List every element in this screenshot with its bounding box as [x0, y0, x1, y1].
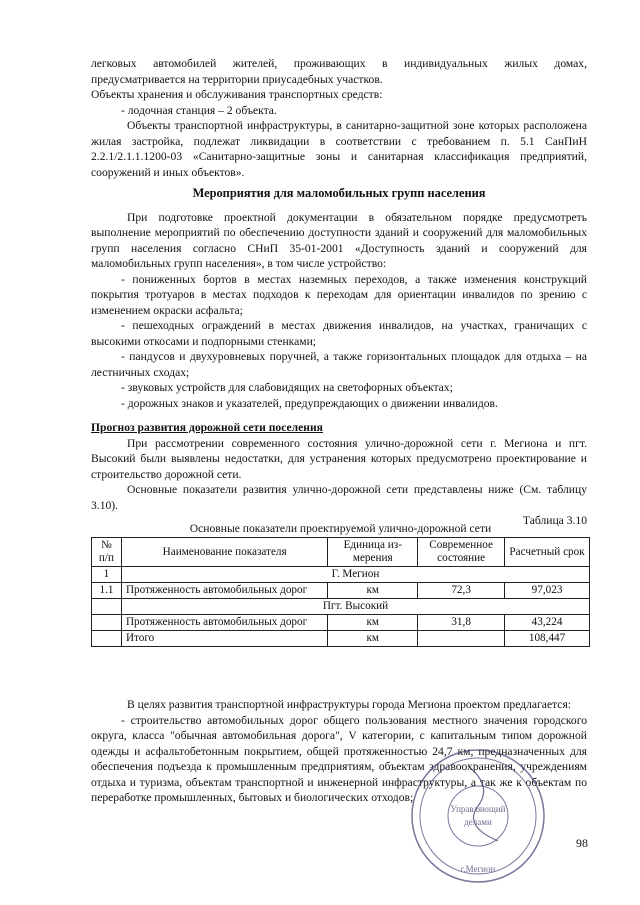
- section-forecast: [91, 420, 587, 529]
- intro-paragraph: легковых автомобилей жителей, проживающих в индивидуальных жилых домах, предусматривается на территории приусадебных участков.: [91, 57, 587, 86]
- seal-text: делами: [464, 817, 492, 827]
- table-cell: 1: [92, 567, 122, 583]
- list-item: - строительство автомобильных дорог общего пользования местного значения городского округа, класса "обычная автомобильная дорога", V категории, с капитальным типом дорожной одежды и асфальтобетонным покрытием, общей протяженностью 24,7 км, предназначенных для обеспечения подъезда к промышленным предприятиям, объектам здравоохранения, учреждениям отдыха и туризма, объектам транспортной и инженерной инфраструктуры, а так же к объектам по переработке промышленных, бытовых и биологических отходов;: [91, 713, 587, 804]
- table-cell: 97,023: [505, 583, 590, 599]
- table-header: Единица из-мерения: [328, 538, 418, 567]
- table-cell: км: [328, 631, 418, 647]
- table-group-row: [92, 567, 590, 583]
- table-cell: Пгт. Высокий: [121, 599, 589, 615]
- table-cell: Протяженность автомобильных дорог: [121, 615, 327, 631]
- table-total-row: [92, 631, 590, 647]
- table-header: № п/п: [92, 538, 122, 567]
- table-cell: 72,3: [418, 583, 505, 599]
- table-cell: км: [328, 615, 418, 631]
- table-label: Таблица 3.10: [522, 514, 587, 527]
- page-number: 98: [576, 836, 588, 850]
- table-cell: 1.1: [92, 583, 122, 599]
- section-title: Прогноз развития дорожной сети поселения: [91, 421, 323, 434]
- intro-heading: Объекты хранения и обслуживания транспортных средств:: [91, 88, 383, 101]
- table-cell: км: [328, 583, 418, 599]
- indicators-table: [91, 537, 590, 647]
- intro-paragraph: Объекты транспортной инфраструктуры, в санитарно-защитной зоне которых расположена жилая застройка, подлежат ликвидации в соответствии с требованием п. 5.1 СанПиН 2.2.1/2.1.1.1200-03 «Санитарно-защитные зоны и санитарная классификация предприятий, сооружений и иных объектов».: [91, 119, 587, 179]
- seal-text: г.Мегион: [460, 864, 496, 874]
- section-lead: В целях развития транспортной инфраструктуры города Мегиона проектом предлагается:: [127, 698, 571, 711]
- table-cell: [418, 631, 505, 647]
- section-title: Мероприятия для маломобильных групп населения: [192, 186, 486, 200]
- official-seal-icon: [408, 746, 548, 886]
- table-cell: 43,224: [505, 615, 590, 631]
- section-paragraph: Основные показатели развития улично-дорожной сети представлены ниже (См. таблицу 3.10).: [91, 483, 587, 512]
- list-item: - дорожных знаков и указателей, предупреждающих о движении инвалидов.: [121, 396, 498, 410]
- table-caption: Основные показатели проектируемой улично-дорожной сети: [189, 522, 492, 535]
- table-header: Наименование показателя: [121, 538, 327, 567]
- list-item: - пешеходных ограждений в местах движения инвалидов, на участках, граничащих с высокими откосами и подпорными стенками;: [91, 319, 587, 348]
- table-cell: [92, 599, 122, 615]
- intro-block: [91, 56, 587, 180]
- table-cell: Г. Мегион: [121, 567, 589, 583]
- list-item: - пандусов и двухуровневых поручней, а также горизонтальных площадок для отдыха – на лестничных сходах;: [91, 350, 587, 379]
- list-item: - звуковых устройств для слабовидящих на светофорных объектах;: [121, 381, 453, 394]
- table-header-row: [92, 538, 590, 567]
- table-header: Расчетный срок: [505, 538, 590, 567]
- table-cell: Протяженность автомобильных дорог: [121, 583, 327, 599]
- table-cell: 31,8: [418, 615, 505, 631]
- table-cell: [92, 615, 122, 631]
- table-row: [92, 615, 590, 631]
- section-lead: При подготовке проектной документации в обязательном порядке предусмотреть выполнение мероприятий по обеспечению доступности зданий и сооружений для маломобильных групп населения согласно СНиП 35-01-2001 «Доступность зданий и сооружений для маломобильных групп населения», в том числе устройство:: [91, 210, 587, 270]
- table-cell: Итого: [121, 631, 327, 647]
- seal-text: Управляющий: [450, 804, 506, 814]
- table-header: Современное состояние: [418, 538, 505, 567]
- intro-list-item: - лодочная станция – 2 объекта.: [121, 103, 277, 117]
- table-row: [92, 583, 590, 599]
- section-paragraph: При рассмотрении современного состояния улично-дорожной сети г. Мегиона и пгт. Высокий были выявлены недостатки, для устранения которых предусмотрено проектирование и строительство дорожной сети.: [91, 436, 587, 481]
- list-item: - пониженных бортов в местах наземных переходов, а также изменения конструкций покрытия тротуаров в местах подходов к переходам для ориентации инвалидов по зрению с изменением окраски асфальта;: [91, 272, 587, 317]
- table-group-row: [92, 599, 590, 615]
- table-cell: 108,447: [505, 631, 590, 647]
- section-accessibility: [91, 186, 587, 411]
- table-cell: [92, 631, 122, 647]
